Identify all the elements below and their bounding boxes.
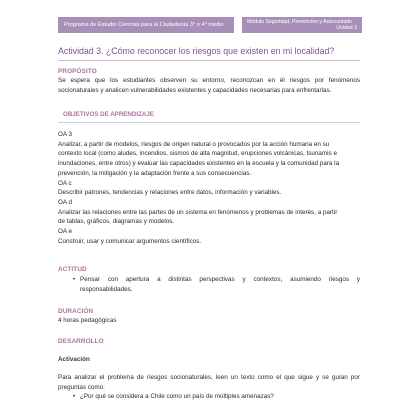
attitude-line: responsabilidades. xyxy=(80,285,133,293)
objectives-label: OBJETIVOS DE APRENDIZAJE xyxy=(63,111,154,118)
objective-line: OA 3 xyxy=(58,131,73,138)
module-title: Módulo Seguridad, Prevención y Autocuidado xyxy=(247,19,352,25)
bullet-icon: • xyxy=(73,276,76,283)
unit-label: Unidad 3 xyxy=(336,25,357,32)
activity-title: Actividad 3. ¿Cómo reconocer los riesgos que existen en mi localidad? xyxy=(58,46,335,56)
attitude-line: Pensar con apertura a distintas perspectivas y contextos, asumiendo riesgos y xyxy=(80,276,360,283)
attitude-label: ACTITUD xyxy=(58,266,87,273)
question-item xyxy=(73,392,360,402)
development-intro xyxy=(58,373,360,392)
purpose-line: socionaturales y analicen vulnerabilidades existentes y capacidades necesarias para enfrentarlas. xyxy=(58,86,332,94)
purpose-label: PROPÓSITO xyxy=(58,68,97,75)
title-divider xyxy=(58,60,360,61)
objectives-list xyxy=(58,130,360,246)
objectives-header xyxy=(58,108,360,123)
development-label: DESARROLLO xyxy=(58,338,104,345)
duration-label: DURACIÓN xyxy=(58,308,94,315)
module-info xyxy=(242,17,362,33)
objective-line: contexto local (como aludes, incendios, sismos de alta magnitud, erupciones volcánicas, tsunamis e xyxy=(58,150,337,158)
objective-line: prevención, la mitigación y la adaptación frente a sus consecuencias. xyxy=(58,169,252,177)
intro-line: preguntas como: xyxy=(58,383,105,391)
objective-line: Analizar, a partir de modelos, riesgos de origen natural o provocados por la acción humana en su xyxy=(58,140,330,148)
objective-line: OA e xyxy=(58,228,73,236)
activation-heading: Activación xyxy=(58,356,90,363)
bullet-icon: • xyxy=(73,393,76,400)
objective-line: Construir, usar y comunicar argumentos científicos. xyxy=(58,237,202,245)
objective-line: OA c xyxy=(58,179,72,187)
objective-line: de tablas, gráficos, diagramas y modelos. xyxy=(58,218,175,226)
objective-line: Analizar las relaciones entre las partes de un sistema en fenómenos y problemas de interés, a partir xyxy=(58,208,338,216)
purpose-line: Se espera que los estudiantes observen su entorno, reconozcan en él riesgos por fenómenos xyxy=(58,77,360,84)
purpose-text xyxy=(58,76,360,95)
program-title: Programa de Estudio Ciencias para la Ciudadanía 3° o 4° medio xyxy=(58,17,234,33)
objective-line: Describir patrones, tendencias y relaciones entre datos, información y variables. xyxy=(58,189,282,197)
page-header xyxy=(0,17,400,34)
duration-value: 4 horas pedagógicas xyxy=(58,317,117,324)
question-text: ¿Por qué se considera a Chile como un país de múltiples amenazas? xyxy=(80,393,274,400)
objective-line: OA d xyxy=(58,198,73,206)
objective-line: inundaciones, entre otros) y evaluar las capacidades existentes en la escuela y la comunidad para la xyxy=(58,160,340,168)
intro-line: Para analizar el problema de riesgos socionaturales, leen un texto como el que sigue y se guían por xyxy=(58,374,360,381)
attitude-item xyxy=(73,275,360,294)
